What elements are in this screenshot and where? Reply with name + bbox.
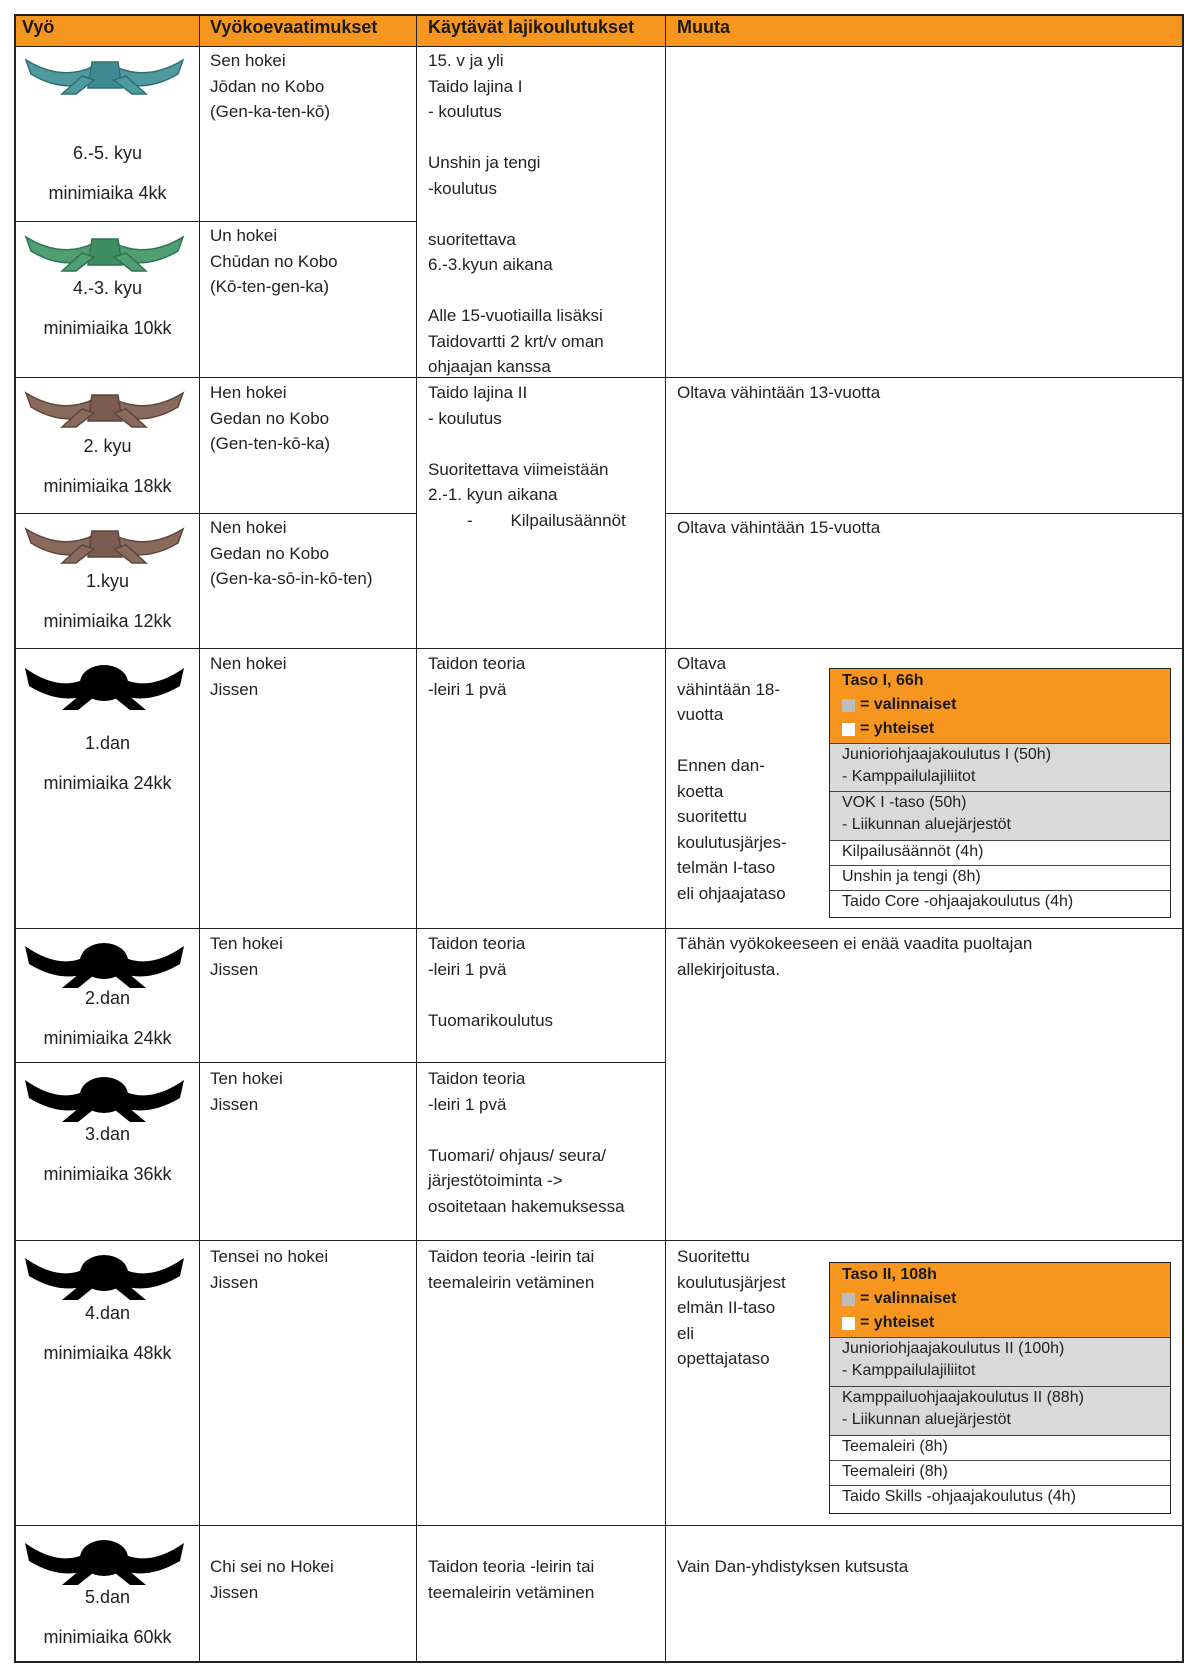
course-item: Teemaleiri (8h) <box>830 1435 1170 1460</box>
training-kyu-2-1: Taido lajina II - koulutus Suoritettava viimeistään 2.-1. kyun aikana <box>428 383 609 504</box>
header-training: Käytävät lajikoulutukset <box>428 17 635 37</box>
legend-common: = yhteiset <box>842 1311 1170 1335</box>
course-item: VOK I -taso (50h) - Liikunnan aluejärjestöt <box>830 791 1170 840</box>
brown-belt-icon <box>22 517 187 565</box>
rank-label: 2. kyu <box>83 436 132 456</box>
rank-label: 5.dan <box>84 1587 131 1607</box>
minimum-time: minimiaika 12kk <box>43 611 172 631</box>
belt-requirements: Ten hokei Jissen <box>210 1069 283 1114</box>
rank-label: 1.kyu <box>85 571 130 591</box>
header-divider <box>14 46 1184 47</box>
border-top <box>14 14 1184 16</box>
course-item: Junioriohjaajakoulutus I (50h) - Kamppailulajiliitot <box>830 743 1170 791</box>
course-item: Taido Core -ohjaajakoulutus (4h) <box>830 890 1170 915</box>
teal-belt-icon <box>22 48 187 96</box>
course-item: Kamppailuohjaajakoulutus II (88h) - Liikunnan aluejärjestöt <box>830 1386 1170 1435</box>
course-item: Junioriohjaajakoulutus II (100h) - Kamppailulajiliitot <box>830 1337 1170 1386</box>
minimum-time: minimiaika 48kk <box>43 1343 172 1363</box>
border-bottom <box>14 1661 1184 1663</box>
other-notes: Suoritettu koulutusjärjest elmän II-taso eli opettajataso <box>677 1247 786 1368</box>
other-notes: Tähän vyökokeeseen ei enää vaadita puoltajan allekirjoitusta. <box>677 934 1033 979</box>
border-left <box>14 14 16 1663</box>
belt-requirements: Nen hokei Gedan no Kobo (Gen-ka-sō-in-kō-ten) <box>210 518 373 588</box>
black-belt-icon <box>22 934 187 988</box>
other-notes: Oltava vähintään 13-vuotta <box>677 383 881 402</box>
rank-label: 6.-5. kyu <box>72 143 143 163</box>
level-1-header <box>830 669 1170 743</box>
grey-square-icon <box>842 699 855 712</box>
training-courses: Taidon teoria -leiri 1 pvä <box>428 654 526 699</box>
black-belt-icon <box>22 1068 187 1122</box>
header-belt: Vyö <box>22 17 55 37</box>
other-notes: Vain Dan-yhdistyksen kutsusta <box>677 1557 909 1576</box>
black-belt-icon <box>22 656 187 710</box>
other-notes: Oltava vähintään 18- vuotta Ennen dan- koetta suoritettu koulutusjärjes- telmän I-taso eli ohjaajataso <box>677 654 787 903</box>
course-item: Teemaleiri (8h) <box>830 1460 1170 1485</box>
black-belt-icon <box>22 1246 187 1300</box>
rank-label: 4.dan <box>84 1303 131 1323</box>
minimum-time: minimiaika 36kk <box>43 1164 172 1184</box>
border-right <box>1182 14 1184 1663</box>
level-1-box <box>829 668 1171 918</box>
minimum-time: minimiaika 24kk <box>43 1028 172 1048</box>
white-square-icon <box>842 1317 855 1330</box>
header-other: Muuta <box>677 17 730 37</box>
training-bullet: - Kilpailusäännöt <box>467 511 626 530</box>
level-2-box <box>829 1262 1171 1514</box>
training-courses: Taidon teoria -leirin tai teemaleirin vetäminen <box>428 1247 595 1292</box>
black-belt-icon <box>22 1531 187 1585</box>
row-divider <box>14 1525 1184 1526</box>
rank-label: 4.-3. kyu <box>72 278 143 298</box>
belt-requirements: Ten hokei Jissen <box>210 934 283 979</box>
belt-requirements: Chi sei no Hokei Jissen <box>210 1557 334 1602</box>
row-divider <box>665 513 1184 514</box>
col-divider-1 <box>199 14 200 1663</box>
belt-requirements: Nen hokei Jissen <box>210 654 287 699</box>
green-belt-icon <box>22 225 187 273</box>
row-divider <box>14 648 1184 649</box>
brown-belt-icon <box>22 381 187 429</box>
belt-requirements: Un hokei Chūdan no Kobo (Kō-ten-gen-ka) <box>210 226 338 296</box>
grey-square-icon <box>842 1293 855 1306</box>
col-divider-2 <box>416 14 417 1663</box>
course-item: Unshin ja tengi (8h) <box>830 865 1170 890</box>
col-divider-3 <box>665 14 666 1663</box>
legend-optional: = valinnaiset <box>842 693 1170 717</box>
row-divider <box>14 928 1184 929</box>
rank-label: 2.dan <box>84 988 131 1008</box>
rank-label: 3.dan <box>84 1124 131 1144</box>
white-square-icon <box>842 723 855 736</box>
level-2-header <box>830 1263 1170 1337</box>
training-courses: Taidon teoria -leiri 1 pvä Tuomarikoulutus <box>428 934 554 1030</box>
row-divider <box>14 513 416 514</box>
belt-requirements: Sen hokei Jōdan no Kobo (Gen-ka-ten-kō) <box>210 51 330 121</box>
header-requirements: Vyökoevaatimukset <box>210 17 378 37</box>
minimum-time: minimiaika 24kk <box>43 773 172 793</box>
minimum-time: minimiaika 4kk <box>48 183 167 203</box>
belt-requirements: Hen hokei Gedan no Kobo (Gen-ten-kō-ka) <box>210 383 330 453</box>
rank-label: 1.dan <box>84 733 131 753</box>
row-divider <box>14 1062 665 1063</box>
row-divider <box>14 221 416 222</box>
training-courses: Taidon teoria -leiri 1 pvä Tuomari/ ohjaus/ seura/ järjestötoiminta -> osoitetaan hakemuksessa <box>428 1069 625 1216</box>
course-item: Taido Skills -ohjaajakoulutus (4h) <box>830 1485 1170 1511</box>
course-item: Kilpailusäännöt (4h) <box>830 840 1170 865</box>
level-title: Taso I, 66h <box>842 672 924 689</box>
training-kyu-6-3: 15. v ja yli Taido lajina I - koulutus Unshin ja tengi -koulutus suoritettava 6.-3.kyun aikana Alle 15-vuotiailla lisäksi Taidovartti 2 krt/v oman ohjaajan kanssa <box>428 51 604 376</box>
row-divider <box>14 1240 1184 1241</box>
legend-common: = yhteiset <box>842 717 1170 741</box>
minimum-time: minimiaika 18kk <box>43 476 172 496</box>
legend-optional: = valinnaiset <box>842 1287 1170 1311</box>
minimum-time: minimiaika 60kk <box>43 1627 172 1647</box>
other-notes: Oltava vähintään 15-vuotta <box>677 518 881 537</box>
level-title: Taso II, 108h <box>842 1266 937 1283</box>
minimum-time: minimiaika 10kk <box>43 318 172 338</box>
belt-requirements: Tensei no hokei Jissen <box>210 1247 329 1292</box>
training-courses: Taidon teoria -leirin tai teemaleirin vetäminen <box>428 1557 595 1602</box>
